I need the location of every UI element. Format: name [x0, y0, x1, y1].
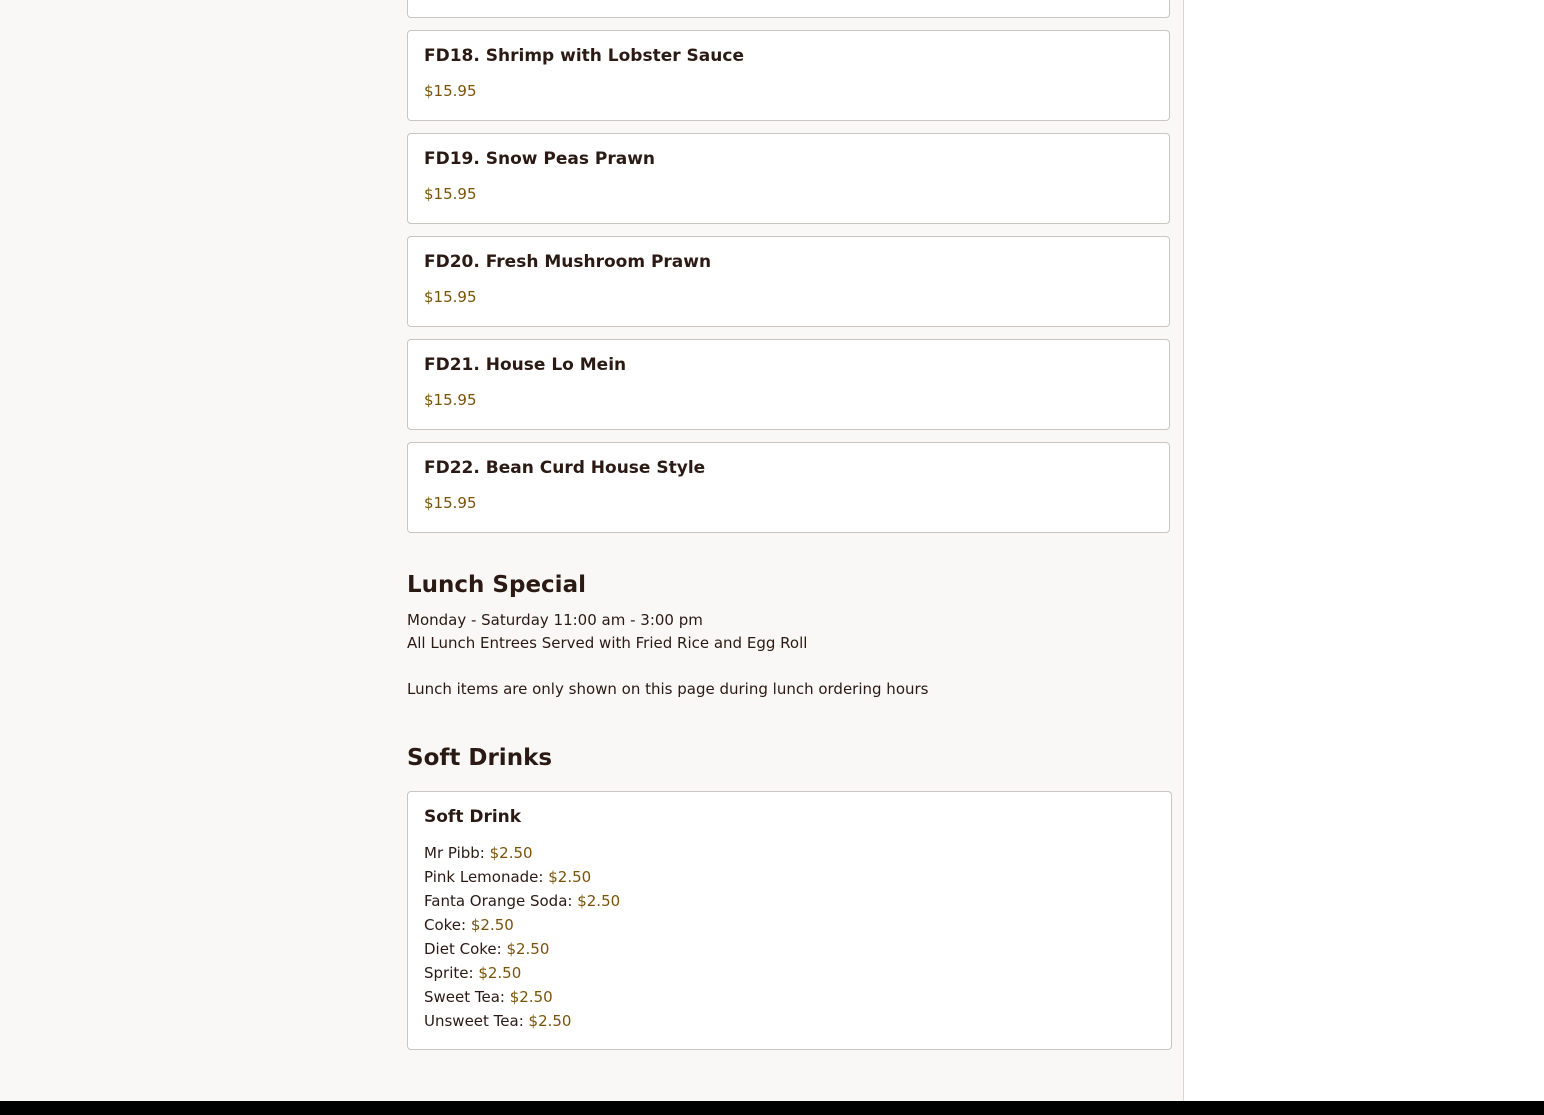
drink-option [424, 938, 620, 962]
soft-drinks-heading: Soft Drinks [407, 745, 553, 771]
side-panel [1183, 0, 1544, 1101]
drink-option [424, 1010, 620, 1034]
menu-item-card[interactable] [407, 442, 1170, 533]
drink-name: Unsweet Tea: [424, 1012, 529, 1030]
lunch-special-heading: Lunch Special [407, 572, 586, 598]
soft-drink-options [424, 842, 620, 1034]
lunch-special-description: All Lunch Entrees Served with Fried Rice and Egg Roll [407, 634, 808, 652]
drink-price: $2.50 [577, 892, 621, 910]
drink-price: $2.50 [548, 868, 592, 886]
menu-item-price: $15.95 [424, 288, 477, 306]
drink-price: $2.50 [528, 1012, 572, 1030]
lunch-special-hours: Monday - Saturday 11:00 am - 3:00 pm [407, 611, 703, 629]
drink-option [424, 914, 620, 938]
drink-name: Sweet Tea: [424, 988, 510, 1006]
menu-item-name: FD21. House Lo Mein [424, 355, 627, 375]
footer [0, 1101, 1544, 1115]
menu-item-name: FD19. Snow Peas Prawn [424, 149, 656, 169]
soft-drink-card[interactable] [407, 791, 1172, 1050]
drink-name: Fanta Orange Soda: [424, 892, 578, 910]
drink-price: $2.50 [489, 844, 533, 862]
menu-item-name: FD18. Shrimp with Lobster Sauce [424, 46, 744, 66]
drink-price: $2.50 [470, 916, 514, 934]
drink-price: $2.50 [506, 940, 550, 958]
drink-name: Coke: [424, 916, 471, 934]
drink-option [424, 962, 620, 986]
menu-item-price: $15.95 [424, 185, 477, 203]
drink-name: Sprite: [424, 964, 479, 982]
drink-option [424, 842, 620, 866]
menu-item-card[interactable] [407, 133, 1170, 224]
menu-item-price: $15.95 [424, 391, 477, 409]
menu-item-price: $15.95 [424, 82, 477, 100]
menu-item-name: FD22. Bean Curd House Style [424, 458, 706, 478]
drink-price: $2.50 [478, 964, 522, 982]
menu-item-card[interactable] [407, 236, 1170, 327]
menu-item-card[interactable] [407, 30, 1170, 121]
drink-name: Diet Coke: [424, 940, 507, 958]
menu-item-card[interactable] [407, 339, 1170, 430]
lunch-special-note: Lunch items are only shown on this page during lunch ordering hours [407, 680, 929, 698]
drink-option [424, 890, 620, 914]
drink-option [424, 866, 620, 890]
drink-name: Pink Lemonade: [424, 868, 549, 886]
drink-price: $2.50 [509, 988, 553, 1006]
drink-option [424, 986, 620, 1010]
soft-drink-title: Soft Drink [424, 807, 522, 827]
menu-item-name: FD20. Fresh Mushroom Prawn [424, 252, 712, 272]
menu-item-card-partial[interactable] [407, 0, 1170, 18]
menu-item-price: $15.95 [424, 494, 477, 512]
drink-name: Mr Pibb: [424, 844, 490, 862]
